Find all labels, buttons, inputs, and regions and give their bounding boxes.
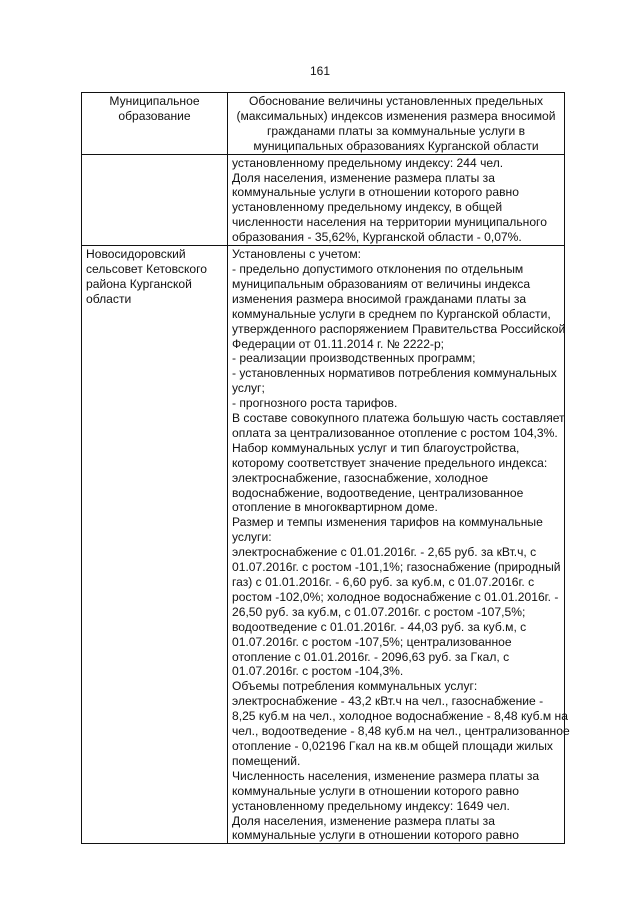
justification-line: установленному предельному индексу, в общей xyxy=(232,200,503,215)
justification-line: - прогнозного роста тарифов. xyxy=(232,396,398,411)
justification-line: ростом -102,0%; холодное водоснабжение с 01.01.2016г. - xyxy=(232,589,559,604)
header-text-line: муниципальных образованиях Курганской области xyxy=(253,138,539,153)
header-text-line: Обоснование величины установленных предельных xyxy=(248,94,544,108)
justification-line: 8,25 куб.м на чел., холодное водоснабжение - 8,48 куб.м на xyxy=(232,709,568,724)
justification-line: отопление в многоквартирном доме. xyxy=(232,500,438,515)
header-text-line: Муниципальное xyxy=(109,94,200,108)
justification-line: утвержденного распоряжением Правительства Российской xyxy=(232,321,566,336)
municipality-line: сельсовет Кетовского xyxy=(86,261,208,276)
justification-line: услуги: xyxy=(232,530,272,545)
justification-line: Доля населения, изменение размера платы за xyxy=(232,170,495,185)
header-text-line: гражданами платы за коммунальные услуги в xyxy=(266,123,526,138)
justification-line: Федерации от 01.11.2014 г. № 2222-р; xyxy=(232,336,445,351)
header-justification xyxy=(228,93,565,155)
justification-line: электроснабжение с 01.01.2016г. - 2,65 руб. за кВт.ч, с xyxy=(232,545,537,560)
justification-line: 01.07.2016г. с ростом -107,5%; централизованное xyxy=(232,634,512,649)
table-row xyxy=(82,154,565,245)
header-text-line: (максимальных) индексов изменения размера вносимой xyxy=(236,108,556,123)
justification-line: электроснабжение, газоснабжение, холодное xyxy=(232,470,489,485)
header-text-line: образование xyxy=(118,108,191,123)
tariff-justification-table xyxy=(81,92,570,844)
justification-line: коммунальные услуги в среднем по Курганской области, xyxy=(232,306,551,321)
justification-line: помещений. xyxy=(232,753,301,768)
justification-line: 01.07.2016г. с ростом -101,1%; газоснабжение (природный xyxy=(232,560,561,575)
justification-line: Доля населения, изменение размера платы за xyxy=(232,813,495,828)
justification-line: коммунальные услуги в отношении которого равно xyxy=(232,185,519,200)
justification-line: - реализации производственных программ; xyxy=(232,351,476,366)
justification-line: Установлены с учетом: xyxy=(232,247,361,262)
justification-cell xyxy=(228,246,570,844)
municipality-line: области xyxy=(86,291,132,306)
justification-line: В составе совокупного платежа большую часть составляет xyxy=(232,411,565,426)
justification-cell xyxy=(228,154,565,245)
justification-line: отопление с 01.01.2016г. - 2096,63 руб. за Гкал, с xyxy=(232,649,510,664)
justification-line: установленному предельному индексу: 244 чел. xyxy=(232,155,504,170)
justification-line: образования - 35,62%, Курганской области - 0,07%. xyxy=(232,230,522,245)
justification-line: услуг; xyxy=(232,381,265,396)
municipality-cell xyxy=(82,154,228,245)
justification-line: коммунальные услуги в отношении которого равно xyxy=(232,828,519,843)
municipality-line: района Курганской xyxy=(86,276,192,291)
municipality-cell xyxy=(82,246,228,844)
justification-line: - установленных нормативов потребления коммунальных xyxy=(232,366,557,381)
municipality-line: Новосидоровский xyxy=(86,247,186,262)
justification-line: муниципальным образованиям от величины индекса xyxy=(232,276,531,291)
header-municipality xyxy=(82,93,228,155)
justification-line: Численность населения, изменение размера платы за xyxy=(232,768,540,783)
justification-line: изменения размера вносимой гражданами платы за xyxy=(232,291,527,306)
justification-line: численности населения на территории муниципального xyxy=(232,215,547,230)
justification-line: водоотведение с 01.01.2016г. - 44,03 руб. за куб.м, с xyxy=(232,619,527,634)
justification-line: газ) с 01.01.2016г. - 6,60 руб. за куб.м, с 01.07.2016г. с xyxy=(232,575,535,589)
table-row xyxy=(82,246,565,844)
justification-line: водоснабжение, водоотведение, централизованное xyxy=(232,485,524,500)
justification-line: Размер и темпы изменения тарифов на коммунальные xyxy=(232,515,543,530)
justification-line: 01.07.2016г. с ростом -104,3%. xyxy=(232,664,404,679)
justification-line: Объемы потребления коммунальных услуг: xyxy=(232,679,478,694)
justification-line: оплата за централизованное отопление с ростом 104,3%. xyxy=(232,425,558,440)
justification-line: установленному предельному индексу: 1649 чел. xyxy=(232,798,510,813)
page-number: 161 xyxy=(309,64,331,78)
justification-line: которому соответствует значение предельного индекса: xyxy=(232,455,548,470)
justification-line: - предельно допустимого отклонения по отдельным xyxy=(232,261,524,276)
justification-line: 26,50 руб. за куб.м, с 01.07.2016г. с ростом -107,5%; xyxy=(232,604,526,619)
justification-line: электроснабжение - 43,2 кВт.ч на чел., газоснабжение - xyxy=(232,694,544,709)
table-header-row xyxy=(82,93,565,155)
justification-line: отопление - 0,02196 Гкал на кв.м общей площади жилых xyxy=(232,738,553,753)
justification-line: чел., водоотведение - 8,48 куб.м на чел., централизованное xyxy=(232,724,570,739)
justification-line: Набор коммунальных услуг и тип благоустройства, xyxy=(232,440,520,455)
justification-line: коммунальные услуги в отношении которого равно xyxy=(232,783,519,798)
